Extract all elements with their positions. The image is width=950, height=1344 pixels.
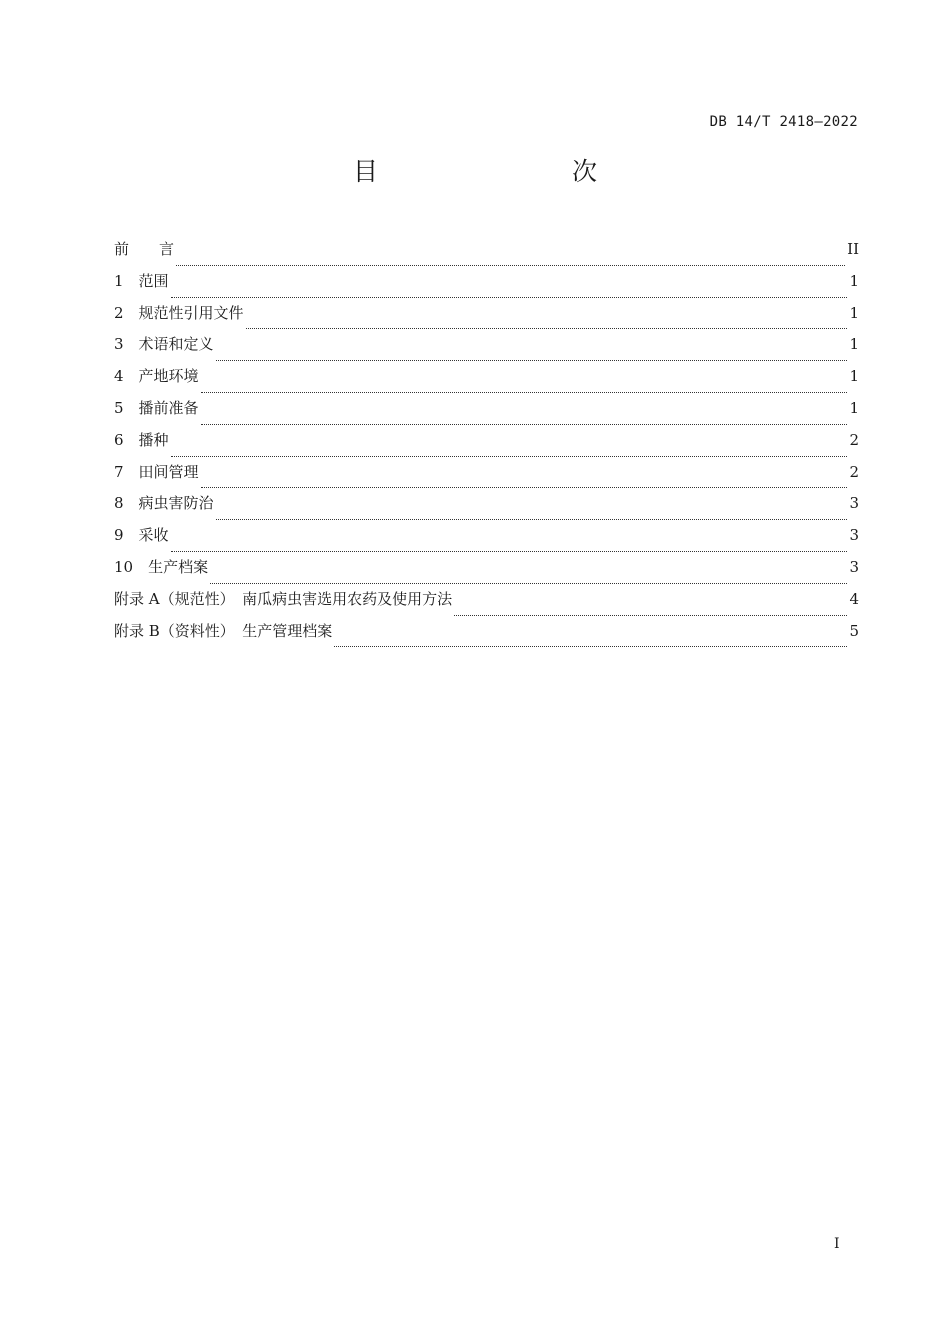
- toc-leader-dots: [201, 487, 848, 488]
- toc-number: 10: [114, 557, 149, 576]
- toc-entry-1[interactable]: [114, 270, 859, 302]
- toc-leader-dots: [201, 424, 848, 425]
- table-of-contents: [114, 238, 859, 651]
- toc-label: 规范性引用文件: [138, 303, 244, 322]
- toc-entry-2[interactable]: [114, 302, 859, 334]
- toc-leader-dots: [454, 615, 847, 616]
- toc-label: 病虫害防治: [138, 494, 214, 513]
- page-title: 目 次: [352, 157, 645, 186]
- toc-leader-dots: [216, 519, 848, 520]
- toc-page: 1: [849, 367, 859, 386]
- toc-label: 前 言: [114, 240, 175, 258]
- toc-label: 产地环境: [138, 367, 199, 386]
- toc-entry-5[interactable]: [114, 397, 859, 429]
- toc-entry-10[interactable]: [114, 556, 859, 588]
- toc-leader-dots: [176, 265, 845, 266]
- toc-entry-4[interactable]: [114, 365, 859, 397]
- toc-number: 9: [114, 526, 139, 545]
- toc-leader-dots: [210, 583, 847, 584]
- toc-label: 术语和定义: [138, 335, 214, 354]
- toc-leader-dots: [334, 646, 847, 647]
- page-number: I: [834, 1236, 840, 1252]
- toc-entry-preface[interactable]: [114, 238, 859, 270]
- toc-entry-appendix-a[interactable]: [114, 588, 859, 620]
- toc-number: 6: [114, 430, 139, 449]
- toc-page: 5: [849, 621, 859, 640]
- toc-page: 2: [849, 462, 859, 481]
- toc-label: 南瓜病虫害选用农药及使用方法: [242, 589, 453, 608]
- toc-page: 1: [849, 271, 859, 290]
- toc-number: 8: [114, 494, 139, 513]
- toc-label: 生产档案: [148, 557, 209, 576]
- toc-page: 3: [849, 526, 859, 545]
- toc-number: 7: [114, 462, 139, 481]
- toc-number: 5: [114, 398, 139, 417]
- toc-leader-dots: [171, 551, 848, 552]
- toc-number: 3: [114, 335, 139, 354]
- toc-label: 播种: [138, 430, 169, 449]
- toc-entry-7[interactable]: [114, 461, 859, 493]
- toc-number: 2: [114, 303, 139, 322]
- toc-entry-8[interactable]: [114, 492, 859, 524]
- toc-page: II: [847, 240, 859, 258]
- toc-label: 采收: [138, 526, 169, 545]
- toc-page: 3: [849, 494, 859, 513]
- toc-leader-dots: [171, 456, 848, 457]
- toc-leader-dots: [201, 392, 848, 393]
- toc-page: 1: [849, 398, 859, 417]
- toc-label: 播前准备: [138, 398, 199, 417]
- toc-leader-dots: [171, 297, 848, 298]
- toc-label: 范围: [138, 271, 169, 290]
- toc-label: 生产管理档案: [242, 621, 333, 640]
- toc-number: 4: [114, 367, 139, 386]
- toc-page: 2: [849, 430, 859, 449]
- toc-entry-9[interactable]: [114, 524, 859, 556]
- toc-entry-appendix-b[interactable]: [114, 620, 859, 652]
- toc-leader-dots: [216, 360, 848, 361]
- toc-page: 1: [849, 303, 859, 322]
- toc-number: 附录 A（规范性）: [114, 589, 243, 608]
- toc-entry-6[interactable]: [114, 429, 859, 461]
- toc-page: 4: [849, 589, 859, 608]
- document-code: DB 14/T 2418—2022: [709, 114, 858, 130]
- toc-number: 1: [114, 271, 139, 290]
- toc-entry-3[interactable]: [114, 333, 859, 365]
- toc-page: 3: [849, 557, 859, 576]
- toc-page: 1: [849, 335, 859, 354]
- toc-leader-dots: [246, 328, 848, 329]
- toc-label: 田间管理: [138, 462, 199, 481]
- toc-number: 附录 B（资料性）: [114, 621, 243, 640]
